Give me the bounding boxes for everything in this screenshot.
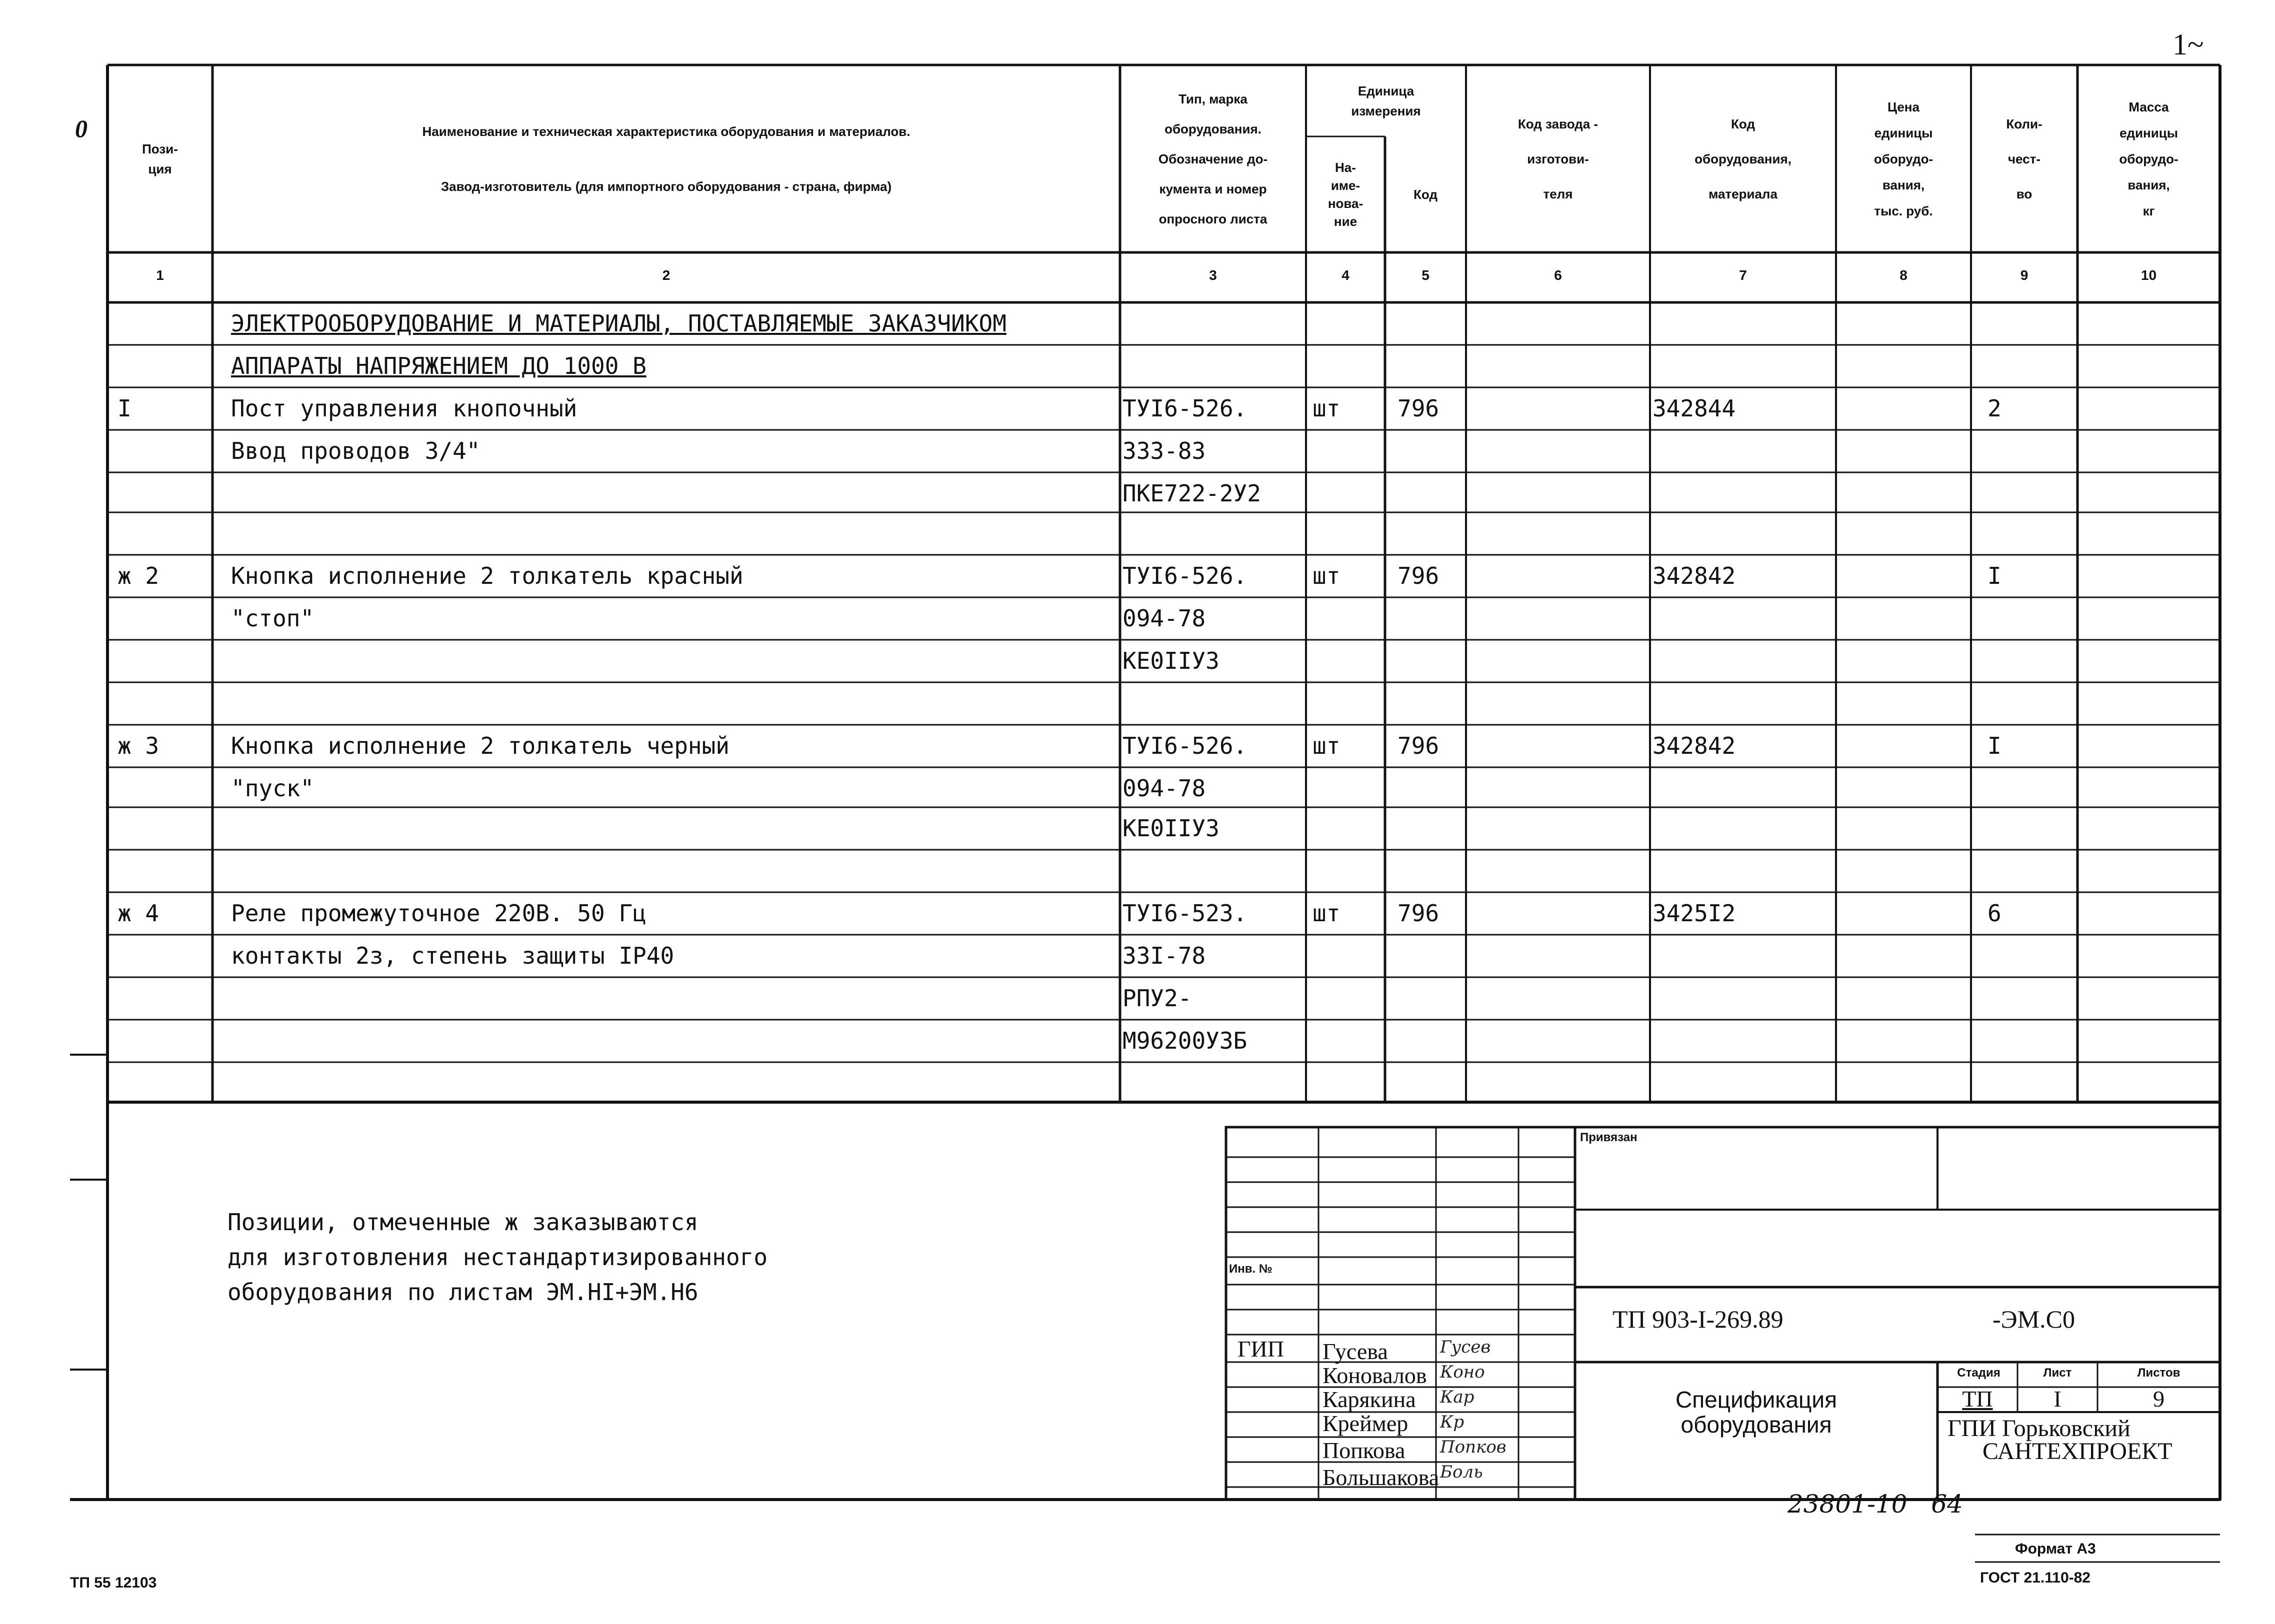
cell-name: контакты 2з, степень защиты IP40 <box>231 942 674 969</box>
cell-unit: шт <box>1312 395 1340 422</box>
person-name: Попкова <box>1322 1438 1406 1463</box>
cell-type: ПКЕ722-2У2 <box>1122 480 1261 507</box>
signature: Гусев <box>1440 1337 1491 1357</box>
header-name-line1: Наименование и техническая характеристика оборудования и материалов. <box>422 123 910 139</box>
cell-type: РПУ2- <box>1122 985 1192 1012</box>
format-label: Формат А3 <box>2015 1541 2096 1557</box>
header-type: Тип, марка оборудования. Обозначение до- кумента и номер опросного листа <box>1158 91 1268 226</box>
cell-equipment-code: 342844 <box>1652 395 1736 422</box>
organization <box>1938 1417 2220 1463</box>
col-number: 10 <box>2140 267 2157 283</box>
col-number: 6 <box>1554 267 1562 283</box>
people-list <box>1322 1340 1439 1490</box>
signature: Кр <box>1440 1412 1464 1432</box>
cell-type: 094-78 <box>1122 775 1206 802</box>
col-number: 7 <box>1739 267 1747 283</box>
footnote <box>228 1205 768 1310</box>
cell-unit-code: 796 <box>1398 562 1440 589</box>
person-name: Большакова <box>1322 1465 1440 1490</box>
col-number: 5 <box>1422 267 1430 283</box>
cell-type: ТУI6-526. <box>1122 562 1248 589</box>
stage-label: Стадия <box>1957 1366 2000 1380</box>
cell-type: 094-78 <box>1122 605 1206 632</box>
footnote-line: оборудования по листам ЭМ.НI+ЭМ.Н6 <box>228 1279 698 1306</box>
cell-name: Реле промежуточное 220В. 50 Гц <box>231 900 646 927</box>
cell-quantity: 6 <box>1988 900 2002 927</box>
col-number: 2 <box>662 267 670 283</box>
signature: Попков <box>1440 1437 1506 1457</box>
archive-number: 23801-10 64 <box>1788 1490 1963 1519</box>
cell-unit: шт <box>1312 732 1340 759</box>
cell-type: 33I-78 <box>1122 942 1206 969</box>
header-unit-price: Цена единицы оборудо- вания, тыс. руб. <box>1874 99 1934 218</box>
cell-position: I <box>118 395 132 422</box>
cell-unit-code: 796 <box>1398 900 1440 927</box>
cell-name: Пост управления кнопочный <box>231 395 578 422</box>
inv-no-label: Инв. № <box>1229 1262 1272 1276</box>
header-equipment-code: Код оборудования, материала <box>1694 116 1792 201</box>
cell-name: ЭЛЕКТРООБОРУДОВАНИЕ И МАТЕРИАЛЫ, ПОСТАВЛЯЕМЫЕ ЗАКАЗЧИКОМ <box>231 310 1006 337</box>
cell-equipment-code: 342842 <box>1652 732 1736 759</box>
cell-unit-code: 796 <box>1398 732 1440 759</box>
cell-quantity: I <box>1988 732 2002 759</box>
cell-name: "пуск" <box>231 775 314 802</box>
cell-name: АППАРАТЫ НАПРЯЖЕНИЕМ ДО 1000 В <box>231 352 646 379</box>
cell-type: КЕ0IIУ3 <box>1122 647 1220 674</box>
footnote-line: для изготовления нестандартизированного <box>228 1244 768 1271</box>
sheets-value: 9 <box>2153 1386 2164 1412</box>
header-unit-group: Единица измерения <box>1351 83 1421 118</box>
cell-position: ж 2 <box>118 562 160 589</box>
cell-type: ТУI6-526. <box>1122 732 1248 759</box>
signatures <box>1440 1335 1506 1485</box>
archive-code: ТП 55 12103 <box>70 1575 157 1591</box>
cell-equipment-code: 342842 <box>1652 562 1736 589</box>
cell-name: Кнопка исполнение 2 толкатель красный <box>231 562 744 589</box>
cell-name: Кнопка исполнение 2 толкатель черный <box>231 732 730 759</box>
header-name-line2: Завод-изготовитель (для импортного оборудования - страна, фирма) <box>440 178 892 194</box>
cell-quantity: 2 <box>1988 395 2002 422</box>
cell-quantity: I <box>1988 562 2002 589</box>
header-unit-mass: Масса единицы оборудо- вания, кг <box>2119 99 2178 218</box>
col-number: 3 <box>1209 267 1217 283</box>
document-title-line: оборудования <box>1680 1412 1832 1438</box>
cell-type: ТУI6-526. <box>1122 395 1248 422</box>
signature: Коно <box>1440 1362 1485 1382</box>
col-number: 8 <box>1900 267 1908 283</box>
cell-equipment-code: 3425I2 <box>1652 900 1736 927</box>
sheets-label: Листов <box>2137 1366 2180 1380</box>
header-quantity: Коли- чест- во <box>2006 116 2042 201</box>
header-plant-code: Код завода - изготови- теля <box>1518 116 1598 201</box>
cell-position: ж 4 <box>118 900 160 927</box>
header-name <box>212 65 1120 252</box>
gip-label: ГИП <box>1238 1336 1284 1362</box>
margin-mark: 0 <box>75 114 88 142</box>
header-unit-name: На- име- нова- ние <box>1328 160 1364 229</box>
header-position: Пози- ция <box>142 141 178 176</box>
stage-value: ТП <box>1962 1386 1993 1412</box>
document-title <box>1575 1387 1938 1437</box>
document-code: ТП 903-I-269.89 <box>1612 1305 1784 1333</box>
cell-type: КЕ0IIУ3 <box>1122 815 1220 842</box>
organization-line: САНТЕХПРОЕКТ <box>1982 1438 2172 1465</box>
cell-type: 333-83 <box>1122 437 1206 464</box>
person-name: Карякина <box>1322 1387 1416 1412</box>
privyazan-label: Привязан <box>1580 1131 1638 1144</box>
gost-label: ГОСТ 21.110-82 <box>1980 1570 2090 1586</box>
person-name: Гусева <box>1322 1339 1388 1364</box>
person-name: Коновалов <box>1322 1363 1427 1388</box>
cell-type: М96200У3Б <box>1122 1027 1248 1054</box>
cell-unit: шт <box>1312 900 1340 927</box>
header-unit-code: Код <box>1414 187 1438 202</box>
document-code-suffix: -ЭМ.С0 <box>1992 1305 2075 1333</box>
sheet-value: I <box>2054 1386 2062 1412</box>
cell-name: Ввод проводов 3/4" <box>231 437 480 464</box>
person-name: Креймер <box>1322 1411 1408 1436</box>
cell-name: "стоп" <box>231 605 314 632</box>
cell-unit: шт <box>1312 562 1340 589</box>
signature: Боль <box>1440 1462 1483 1482</box>
corner-mark: 1~ <box>2172 28 2204 61</box>
organization-line: ГПИ Горьковский <box>1948 1415 2130 1442</box>
footnote-line: Позиции, отмеченные ж заказываются <box>228 1209 698 1236</box>
cell-unit-code: 796 <box>1398 395 1440 422</box>
col-number: 4 <box>1342 267 1350 283</box>
cell-position: ж 3 <box>118 732 160 759</box>
document-title-line: Спецификация <box>1676 1387 1837 1413</box>
col-number: 1 <box>156 267 164 283</box>
col-number: 9 <box>2020 267 2028 283</box>
cell-type: ТУI6-523. <box>1122 900 1248 927</box>
signature: Кар <box>1440 1387 1474 1407</box>
sheet-label: Лист <box>2043 1366 2072 1380</box>
